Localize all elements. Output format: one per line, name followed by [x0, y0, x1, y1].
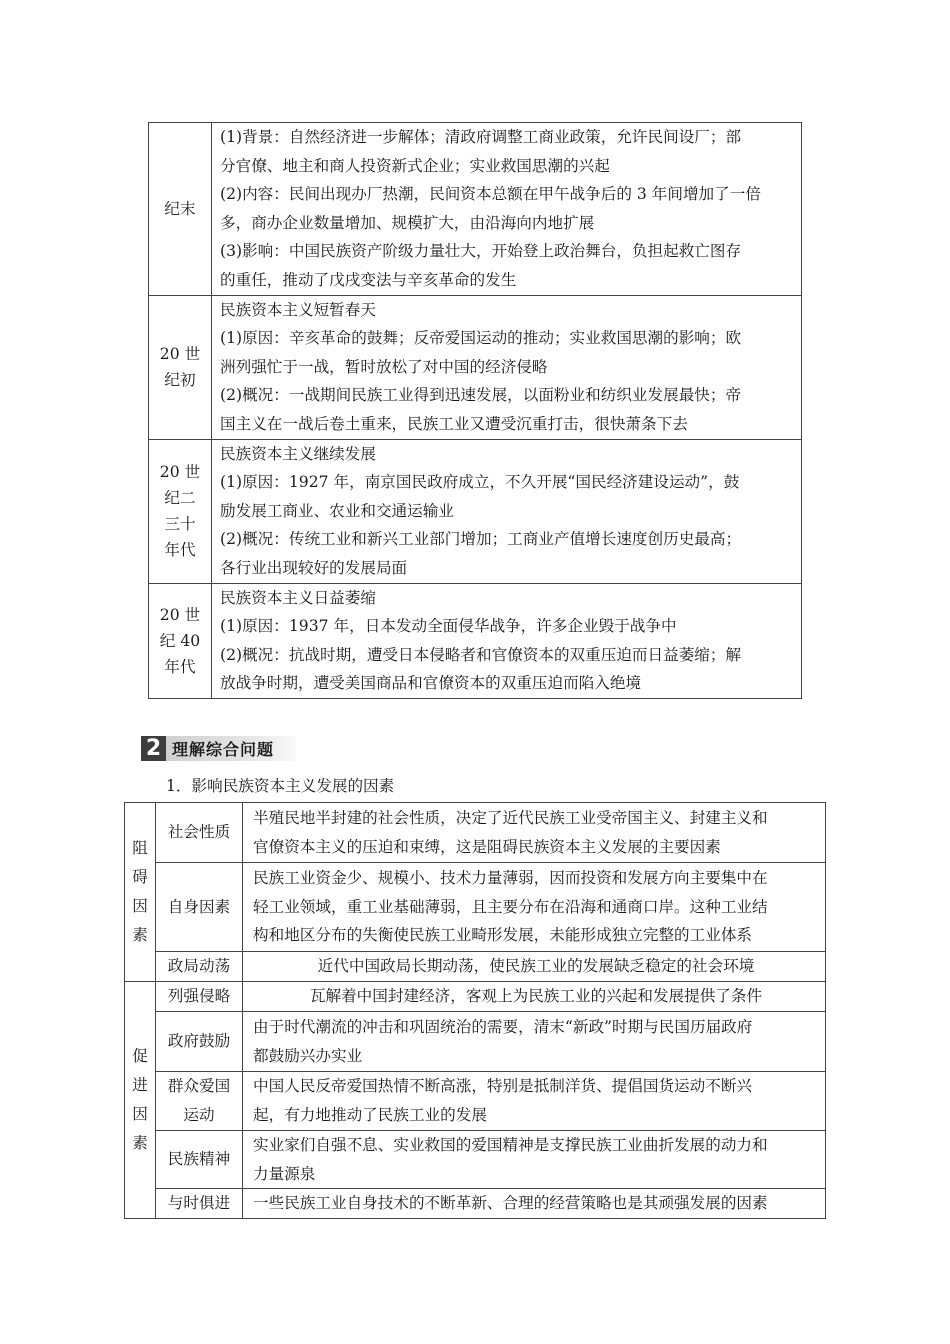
group-char: 素 — [132, 926, 148, 944]
category-label: 自身因素 — [167, 897, 231, 916]
factors-table — [124, 802, 826, 1219]
era-label: 年代 — [164, 657, 196, 676]
subheading: 1．影响民族资本主义发展的因素 — [166, 777, 395, 795]
group-char: 阻 — [132, 839, 148, 857]
content-line: 的重任，推动了戊戌变法与辛亥革命的发生 — [220, 270, 517, 289]
description-line: 轻工业领域，重工业基础薄弱，且主要分布在沿海和通商口岸。这种工业结 — [253, 897, 768, 916]
content-line: 放战争时期，遭受美国商品和官僚资本的双重压迫而陷入绝境 — [220, 674, 642, 693]
content-line: (1)原因：1937 年，日本发动全面侵华战争，许多企业毁于战争中 — [220, 617, 677, 636]
table-row — [125, 863, 826, 952]
content-line: 国主义在一战后卷土重来，民族工业又遭受沉重打击，很快萧条下去 — [220, 414, 688, 433]
content-line: 多，商办企业数量增加、规模扩大，由沿海向内地扩展 — [220, 213, 595, 232]
era-label: 20 世 — [159, 463, 201, 482]
factor-description — [243, 863, 826, 952]
description-line: 近代中国政局长期动荡，使民族工业的发展缺乏稳定的社会环境 — [317, 957, 755, 976]
content-line: 分官僚、地主和商人投资新式企业；实业救国思潮的兴起 — [220, 156, 610, 175]
description-line: 由于时代潮流的冲击和巩固统治的需要，清末“新政”时期与民国历届政府 — [253, 1017, 753, 1036]
factor-category — [156, 1189, 243, 1219]
content-line: (1)背景：自然经济进一步解体；清政府调整工商业政策，允许民间设厂；部 — [220, 128, 742, 146]
factor-description — [243, 1072, 826, 1131]
era-label: 纪二 — [164, 489, 196, 508]
content-line: (2)概况：一战期间民族工业得到迅速发展，以面粉业和纺织业发展最快；帝 — [220, 386, 742, 405]
factor-description — [243, 803, 826, 863]
factor-category — [156, 1131, 243, 1189]
category-label: 群众爱国 — [167, 1077, 231, 1095]
table-row — [125, 1189, 826, 1219]
category-label: 社会性质 — [167, 823, 231, 841]
content-line: 洲列强忙于一战，暂时放松了对中国的经济侵略 — [220, 357, 548, 376]
content-cell — [212, 583, 802, 698]
description-line: 实业家们自强不息、实业救国的爱国精神是支撑民族工业曲折发展的动力和 — [253, 1136, 768, 1154]
group-char: 因 — [132, 1105, 148, 1124]
history-table — [148, 122, 802, 699]
content-cell — [212, 123, 802, 296]
category-label: 政府鼓励 — [167, 1032, 231, 1050]
category-label: 列强侵略 — [167, 987, 231, 1005]
table-row — [149, 439, 802, 583]
factor-description — [243, 952, 826, 982]
content-cell — [212, 295, 802, 439]
section-heading — [141, 736, 296, 761]
description-line: 力量源泉 — [253, 1164, 316, 1183]
content-line: (2)概况：传统工业和新兴工业部门增加；工商业产值增长速度创历史最高； — [220, 530, 742, 549]
factor-group-label — [125, 803, 156, 982]
table-row — [149, 123, 802, 296]
content-line: (2)概况：抗战时期，遭受日本侵略者和官僚资本的双重压迫而日益萎缩；解 — [220, 645, 742, 664]
era-label: 20 世 — [159, 605, 201, 624]
factor-category — [156, 952, 243, 982]
era-label: 纪 40 — [159, 631, 201, 650]
description-line: 瓦解着中国封建经济，客观上为民族工业的兴起和发展提供了条件 — [309, 987, 763, 1006]
factor-category — [156, 803, 243, 863]
era-cell — [149, 583, 212, 698]
table-row — [125, 1012, 826, 1072]
description-line: 半殖民地半封建的社会性质，决定了近代民族工业受帝国主义、封建主义和 — [253, 808, 768, 827]
group-char: 因 — [132, 897, 148, 915]
content-line: (2)内容：民间出现办厂热潮，民间资本总额在甲午战争后的 3 年间增加了一倍 — [220, 185, 761, 204]
content-line: 民族资本主义短暂春天 — [220, 300, 376, 319]
content-line: 各行业出现较好的发展局面 — [220, 558, 408, 577]
era-label: 三十 — [164, 515, 196, 534]
factor-category — [156, 982, 243, 1012]
era-label: 纪初 — [164, 371, 196, 390]
table-row — [149, 295, 802, 439]
factor-category — [156, 863, 243, 952]
factor-group-label — [125, 982, 156, 1219]
description-line: 中国人民反帝爱国热情不断高涨，特别是抵制洋货、提倡国货运动不断兴 — [253, 1077, 753, 1096]
table-row — [125, 952, 826, 982]
section-title: 理解综合问题 — [166, 736, 296, 761]
table-row — [125, 803, 826, 863]
group-char: 进 — [132, 1076, 148, 1095]
description-line: 构和地区分布的失衡使民族工业畸形发展，未能形成独立完整的工业体系 — [253, 926, 753, 945]
description-line: 民族工业资金少、规模小、技术力量薄弱，因而投资和发展方向主要集中在 — [253, 869, 768, 888]
content-line: 励发展工商业、农业和交通运输业 — [220, 501, 454, 520]
content-line: (3)影响：中国民族资产阶级力量壮大，开始登上政治舞台，负担起救亡图存 — [220, 242, 742, 261]
era-label: 年代 — [164, 541, 196, 560]
factor-description — [243, 1189, 826, 1219]
group-char: 促 — [132, 1047, 148, 1066]
description-line: 都鼓励兴办实业 — [253, 1046, 363, 1065]
content-line: 民族资本主义继续发展 — [220, 444, 376, 463]
table-row — [125, 1072, 826, 1131]
description-line: 一些民族工业自身技术的不断革新、合理的经营策略也是其顽强发展的因素 — [253, 1194, 768, 1213]
table-row — [125, 982, 826, 1012]
era-cell — [149, 295, 212, 439]
description-line: 官僚资本主义的压迫和束缚，这是阻碍民族资本主义发展的主要因素 — [253, 837, 721, 856]
factor-description — [243, 1012, 826, 1072]
factor-category — [156, 1072, 243, 1131]
group-char: 碍 — [132, 868, 148, 886]
content-line: (1)原因：辛亥革命的鼓舞；反帝爱国运动的推动；实业救国思潮的影响；欧 — [220, 329, 742, 348]
content-line: (1)原因：1927 年，南京国民政府成立，不久开展“国民经济建设运动”，鼓 — [220, 473, 740, 492]
era-cell — [149, 439, 212, 583]
era-label: 纪末 — [164, 199, 196, 218]
era-cell — [149, 123, 212, 296]
content-cell — [212, 439, 802, 583]
category-label: 民族精神 — [167, 1150, 231, 1169]
section-number: 2 — [141, 736, 166, 761]
category-label: 运动 — [183, 1106, 215, 1124]
era-label: 20 世 — [159, 345, 201, 364]
table-row — [149, 583, 802, 698]
description-line: 起，有力地推动了民族工业的发展 — [253, 1106, 487, 1124]
factor-description — [243, 982, 826, 1012]
category-label: 政局动荡 — [167, 957, 231, 975]
factor-description — [243, 1131, 826, 1189]
content-line: 民族资本主义日益萎缩 — [220, 588, 376, 607]
factor-category — [156, 1012, 243, 1072]
table-row — [125, 1131, 826, 1189]
group-char: 素 — [132, 1134, 148, 1153]
category-label: 与时俱进 — [167, 1194, 231, 1213]
